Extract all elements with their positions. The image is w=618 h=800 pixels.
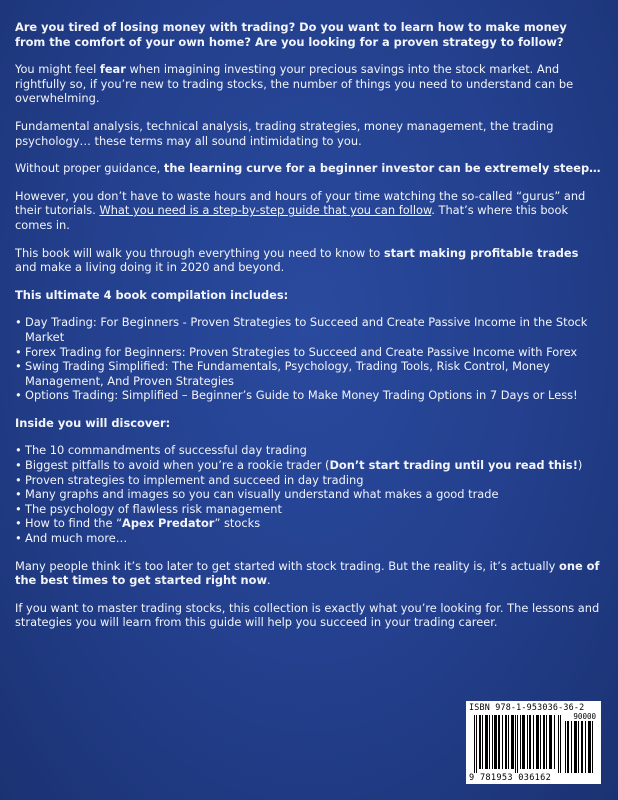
gurus-paragraph: However, you don’t have to waste hours and hours of your time watching the so-called “gurus” and their tutorials. What you need is a step-by-step guide that you can follow. That’s where this book comes in. [15, 188, 586, 232]
walk-paragraph: This book will walk you through everything you need to know to start making profitable trades and make a living doing it in 2020 and beyond. [15, 245, 579, 275]
isbn-barcode [466, 701, 601, 784]
list-item: • How to find the “Apex Predator” stocks [15, 516, 601, 531]
list-item: • Forex Trading for Beginners: Proven Strategies to Succeed and Create Passive Income with Forex [15, 345, 601, 360]
back-cover-text [15, 20, 601, 643]
master-paragraph: If you want to master trading stocks, this collection is exactly what you’re looking for. The lessons and strategies you will learn from this guide will help you succeed in your trading career. [15, 600, 600, 630]
terms-paragraph: Fundamental analysis, technical analysis, trading strategies, money management, the trading psychology… these terms may all sound intimidating to you. [15, 118, 554, 148]
price-barcode-bars-icon [565, 721, 595, 773]
list-item: • Many graphs and images so you can visually understand what makes a good trade [15, 487, 601, 502]
discover-heading: Inside you will discover: [15, 415, 171, 430]
barcode-bars-icon [474, 715, 562, 773]
list-item: • And much more… [15, 531, 601, 546]
hook-paragraph: Are you tired of losing money with trading? Do you want to learn how to make money from the comfort of your own home? Are you looking for a proven strategy to follow? [15, 20, 567, 49]
list-item: • Day Trading: For Beginners - Proven Strategies to Succeed and Create Passive Income in the Stock Market [15, 315, 601, 344]
list-item: • The psychology of flawless risk management [15, 502, 601, 517]
list-item: • The 10 commandments of successful day trading [15, 443, 601, 458]
compilation-list [15, 315, 601, 403]
list-item: • Biggest pitfalls to avoid when you’re a rookie trader (Don’t start trading until you read this!) [15, 458, 601, 473]
compilation-heading: This ultimate 4 book compilation includes: [15, 287, 289, 302]
list-item: • Proven strategies to implement and succeed in day trading [15, 473, 601, 488]
price-code: 90000 [573, 712, 596, 721]
fear-paragraph: You might feel fear when imagining investing your precious savings into the stock market. And rightfully so, if you’re new to trading stocks, the number of things you need to understand can be overwhelming. [15, 62, 574, 106]
guidance-paragraph: Without proper guidance, the learning curve for a beginner investor can be extremely steep… [15, 161, 601, 176]
list-item: • Swing Trading Simplified: The Fundamentals, Psychology, Trading Tools, Risk Control, Money Management, And Proven Strategies [15, 359, 601, 388]
isbn-text: ISBN 978-1-953036-36-2 [469, 702, 585, 712]
barcode-digits: 9 781953 036162 [469, 773, 552, 783]
late-paragraph: Many people think it’s too later to get started with stock trading. But the reality is, it’s actually one of the best times to get started right now. [15, 558, 600, 588]
discover-list [15, 443, 601, 545]
list-item: • Options Trading: Simplified – Beginner’s Guide to Make Money Trading Options in 7 Days or Less! [15, 388, 601, 403]
